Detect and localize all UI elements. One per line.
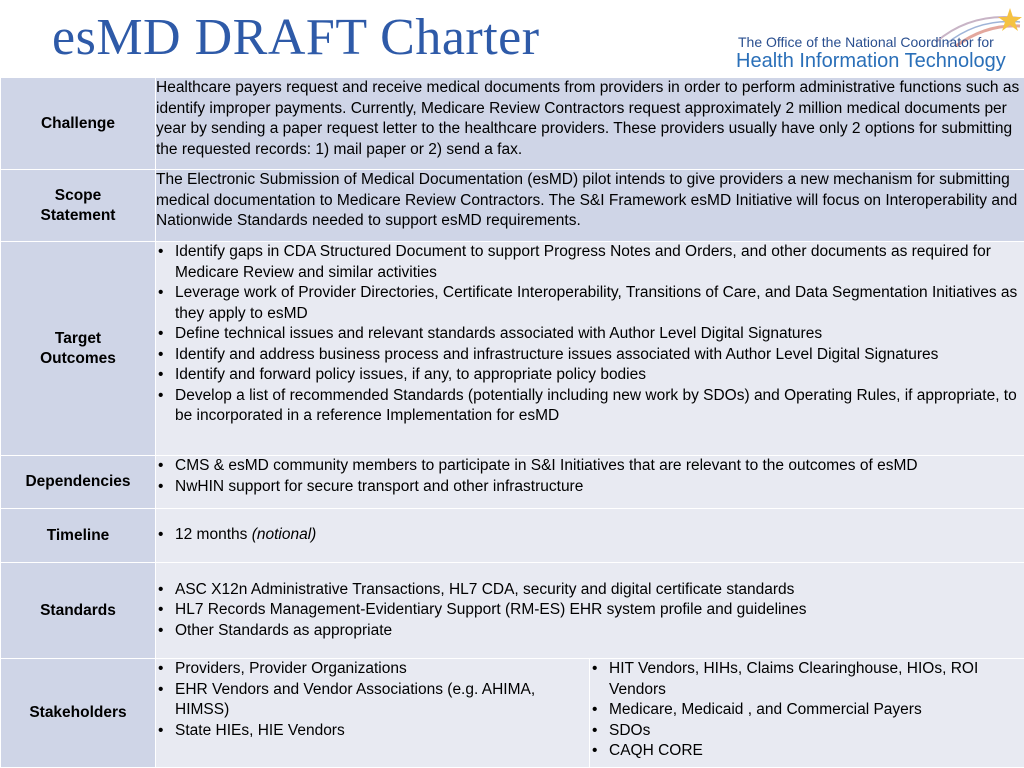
challenge-row (1, 78, 1024, 170)
list-item: • State HIEs, HIE Vendors (156, 721, 589, 742)
list-item: • HIT Vendors, HIHs, Claims Clearinghouse, HIOs, ROI Vendors (590, 659, 1024, 700)
standards-label: Standards (1, 563, 156, 659)
list-item: • Other Standards as appropriate (156, 621, 1024, 642)
outcomes-label-line2: Outcomes (40, 349, 116, 367)
timeline-note: (notional) (251, 526, 317, 544)
scope-row (1, 170, 1024, 242)
list-item: • Identify gaps in CDA Structured Document to support Progress Notes and Orders, and other documents as required for Medicare Review and similar activities (156, 242, 1024, 283)
stakeholders-right-cell (590, 659, 1024, 768)
list-item (156, 525, 1024, 546)
outcomes-cell (156, 242, 1024, 456)
list-item: • SDOs (590, 721, 1024, 742)
stakeholders-right-list (590, 659, 1024, 762)
list-item: • Identify and forward policy issues, if any, to appropriate policy bodies (156, 365, 1024, 386)
list-item: • ASC X12n Administrative Transactions, HL7 CDA, security and digital certificate standards (156, 580, 1024, 601)
dependencies-label: Dependencies (1, 456, 156, 509)
stakeholders-left-cell (156, 659, 590, 768)
stakeholders-row (1, 659, 1024, 768)
standards-row (1, 563, 1024, 659)
list-item: • NwHIN support for secure transport and other infrastructure (156, 477, 1024, 498)
timeline-list (156, 525, 1024, 546)
list-item: • Identify and address business process and infrastructure issues associated with Author Level Digital Signatures (156, 345, 1024, 366)
list-item: • Providers, Provider Organizations (156, 659, 589, 680)
list-item: • Leverage work of Provider Directories, Certificate Interoperability, Transitions of Care, and Data Segmentation Initiatives as they apply to esMD (156, 283, 1024, 324)
challenge-text: Healthcare payers request and receive medical documents from providers in order to perform administrative functions such as identify improper payments. Currently, Medicare Review Contractors request approximately 2 million medical documents per year by sending a paper request letter to the healthcare providers. These providers usually have only 2 options for submitting the requested records: 1) mail paper or 2) send a fax. (156, 78, 1024, 170)
challenge-label: Challenge (1, 78, 156, 170)
onc-logo (736, 6, 1024, 74)
dependencies-list (156, 456, 1024, 497)
dependencies-row (1, 456, 1024, 509)
scope-text: The Electronic Submission of Medical Documentation (esMD) pilot intends to give providers a new mechanism for submitting medical documentation to Medicare Review Contractors. The S&I Framework esMD Initiative will focus on Interoperability and Nationwide Standards needed to support esMD requirements. (156, 170, 1024, 242)
logo-text-line1: The Office of the National Coordinator for (738, 34, 994, 50)
list-item: • HL7 Records Management-Evidentiary Support (RM-ES) EHR system profile and guidelines (156, 600, 1024, 621)
list-item: • CAQH CORE (590, 741, 1024, 762)
timeline-cell (156, 509, 1024, 563)
timeline-duration: 12 months (175, 526, 248, 544)
outcomes-row (1, 242, 1024, 456)
list-item: • EHR Vendors and Vendor Associations (e.g. AHIMA, HIMSS) (156, 680, 589, 721)
list-item: • Medicare, Medicaid , and Commercial Payers (590, 700, 1024, 721)
charter-table (0, 77, 1024, 768)
list-item: • Develop a list of recommended Standards (potentially including new work by SDOs) and Operating Rules, if appropriate, to be incorporated in a reference Implementation for esMD (156, 386, 1024, 427)
timeline-row (1, 509, 1024, 563)
outcomes-list (156, 242, 1024, 427)
slide-title: esMD DRAFT Charter (52, 9, 540, 66)
standards-cell (156, 563, 1024, 659)
scope-label-line1: Scope (54, 186, 102, 204)
logo-text-line2: Health Information Technology (736, 50, 1006, 72)
scope-label (1, 170, 156, 242)
list-item: • CMS & esMD community members to participate in S&I Initiatives that are relevant to the outcomes of esMD (156, 456, 1024, 477)
stakeholders-left-list (156, 659, 589, 741)
outcomes-label (1, 242, 156, 456)
stakeholders-label: Stakeholders (1, 659, 156, 768)
list-item: • Define technical issues and relevant standards associated with Author Level Digital Signatures (156, 324, 1024, 345)
standards-list (156, 580, 1024, 642)
dependencies-cell (156, 456, 1024, 509)
outcomes-label-line1: Target (54, 329, 102, 347)
scope-label-line2: Statement (40, 206, 116, 224)
timeline-label: Timeline (1, 509, 156, 563)
